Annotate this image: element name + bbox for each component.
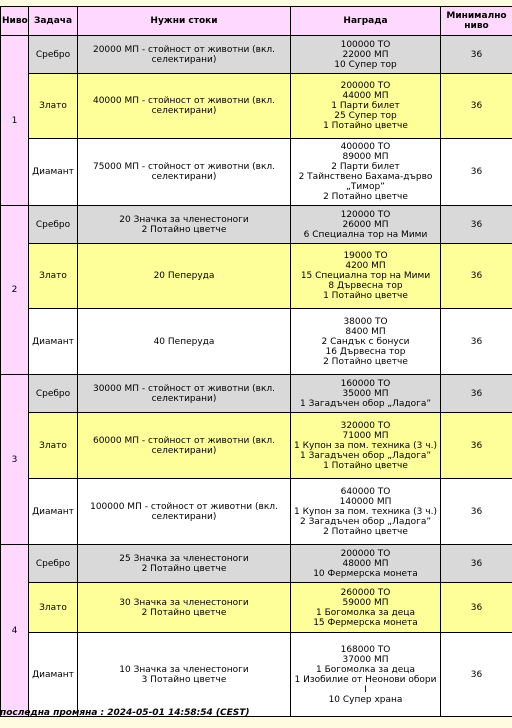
reward-line: 22000 МП — [342, 49, 389, 60]
table-row — [1, 36, 512, 74]
table-row — [1, 309, 512, 375]
reward-cell — [291, 74, 441, 139]
goods-line: 20000 МП - стойност от животни (вкл. селектирани) — [92, 44, 276, 65]
reward-cell — [291, 583, 441, 633]
goods-line: 40 Пеперуда — [153, 336, 215, 347]
goods-line: 2 Потайно цветче — [141, 607, 227, 618]
table-row — [1, 375, 512, 413]
goods-line: 75000 МП - стойност от животни (вкл. селектирани) — [92, 162, 276, 182]
goods-line: 20 Пеперуда — [153, 271, 215, 281]
reward-line: 168000 ТО — [340, 644, 391, 655]
reward-line: 640000 ТО — [340, 486, 391, 497]
goods-cell — [78, 545, 291, 583]
level-cell: 3 — [1, 375, 29, 545]
reward-line: 120000 ТО — [340, 209, 391, 220]
reward-line: 37000 МП — [342, 654, 389, 665]
reward-line: 6 Специална тор на Мими — [303, 229, 428, 240]
reward-line: 8400 МП — [345, 326, 386, 337]
reward-line: 2 Сандък с бонуси — [321, 336, 410, 347]
reward-line: 19000 ТО — [343, 251, 388, 261]
reward-line: 1 Потайно цветче — [323, 121, 408, 131]
goods-cell — [78, 309, 291, 375]
reward-line: 2 Парти билет — [331, 162, 400, 172]
task-cell: Диамант — [29, 479, 78, 545]
goods-line: 2 Потайно цветче — [141, 563, 227, 574]
goods-line: 60000 МП - стойност от животни (вкл. селектирани) — [92, 435, 276, 456]
reward-line: 4200 МП — [345, 261, 386, 271]
reward-cell — [291, 375, 441, 413]
reward-line: 59000 МП — [342, 597, 389, 608]
reward-line: 2 Потайно цветче — [323, 526, 408, 537]
table-row — [1, 479, 512, 545]
min-level-cell: 36 — [441, 583, 512, 633]
reward-cell — [291, 633, 441, 717]
table-row — [1, 583, 512, 633]
reward-cell — [291, 244, 441, 309]
goods-line: 40000 МП - стойност от животни (вкл. селектирани) — [92, 96, 276, 116]
goods-line: 10 Значка за членестоноги — [119, 664, 249, 675]
reward-line: 10 Супер храна — [328, 694, 403, 705]
min-level-cell: 36 — [441, 206, 512, 244]
reward-line: 1 Богомолка за деца — [316, 607, 415, 618]
reward-line: 2 Потайно цветче — [323, 356, 408, 367]
reward-line: 8 Дървесна тор — [328, 281, 403, 291]
reward-line: 1 Изобилие от Неонови обори I — [294, 674, 437, 695]
reward-line: 1 Парти билет — [331, 101, 400, 111]
reward-line: 160000 ТО — [340, 378, 391, 389]
header-min-level: Минимално ниво — [441, 7, 512, 36]
table-row — [1, 413, 512, 479]
reward-line: 25 Супер тор — [334, 111, 397, 121]
reward-line: 71000 МП — [342, 430, 389, 441]
reward-line: 1 Купон за пом. техника (3 ч.) — [294, 506, 437, 517]
min-level-cell: 36 — [441, 479, 512, 545]
reward-line: 2 Тайнствено Бахама-дърво „Тимор” — [298, 172, 433, 192]
reward-line: 26000 МП — [342, 219, 389, 230]
level-cell: 4 — [1, 545, 29, 717]
goods-cell — [78, 583, 291, 633]
min-level-cell: 36 — [441, 375, 512, 413]
reward-line: 48000 МП — [342, 558, 389, 569]
goods-line: 30000 МП - стойност от животни (вкл. селектирани) — [92, 383, 276, 404]
header-reward: Награда — [291, 7, 441, 36]
goods-cell — [78, 36, 291, 74]
reward-line: 2 Загадъчен обор „Ладога” — [299, 516, 431, 527]
header-goods: Нужни стоки — [78, 7, 291, 36]
reward-line: 1 Потайно цветче — [323, 291, 408, 301]
goods-line: 30 Значка за членестоноги — [119, 597, 249, 608]
table-row — [1, 139, 512, 206]
goods-cell — [78, 479, 291, 545]
min-level-cell: 36 — [441, 36, 512, 74]
reward-line: 44000 МП — [342, 91, 389, 101]
goods-cell — [78, 633, 291, 717]
reward-line: 200000 ТО — [340, 548, 391, 559]
reward-cell — [291, 36, 441, 74]
reward-line: 38000 ТО — [343, 316, 388, 327]
last-modified: последна промяна : 2024-05-01 14:58:54 (CEST) — [0, 708, 250, 718]
task-cell: Злато — [29, 244, 78, 309]
min-level-cell: 36 — [441, 633, 512, 717]
goods-cell — [78, 74, 291, 139]
table-row — [1, 74, 512, 139]
goods-cell — [78, 206, 291, 244]
task-cell: Злато — [29, 74, 78, 139]
goods-cell — [78, 139, 291, 206]
table-row — [1, 633, 512, 717]
goods-cell — [78, 413, 291, 479]
reward-line: 10 Супер тор — [334, 59, 397, 70]
task-cell: Сребро — [29, 375, 78, 413]
reward-line: 400000 ТО — [340, 142, 391, 152]
goods-cell — [78, 244, 291, 309]
level-cell: 1 — [1, 36, 29, 206]
task-cell: Сребро — [29, 36, 78, 74]
task-cell: Злато — [29, 583, 78, 633]
reward-cell — [291, 479, 441, 545]
reward-line: 1 Богомолка за деца — [316, 664, 415, 675]
goods-line: 2 Потайно цветче — [141, 224, 227, 235]
reward-cell — [291, 545, 441, 583]
task-cell: Сребро — [29, 545, 78, 583]
reward-line: 260000 ТО — [340, 587, 391, 598]
reward-line: 2 Потайно цветче — [323, 192, 408, 202]
reward-line: 15 Фермерска монета — [313, 617, 418, 628]
table-row — [1, 244, 512, 309]
reward-line: 1 Загадъчен обор „Ладога” — [299, 398, 431, 409]
min-level-cell: 36 — [441, 244, 512, 309]
min-level-cell: 36 — [441, 74, 512, 139]
min-level-cell: 36 — [441, 309, 512, 375]
header-row — [1, 7, 512, 36]
reward-cell — [291, 206, 441, 244]
tasks-table — [0, 6, 512, 717]
header-task: Задача — [29, 7, 78, 36]
reward-line: 1 Купон за пом. техника (3 ч.) — [294, 440, 437, 451]
reward-line: 320000 ТО — [340, 420, 391, 431]
task-cell: Сребро — [29, 206, 78, 244]
goods-line: 20 Значка за членестоноги — [119, 214, 249, 225]
min-level-cell: 36 — [441, 545, 512, 583]
reward-line: 89000 МП — [342, 152, 389, 162]
reward-line: 200000 ТО — [340, 81, 391, 91]
goods-line: 100000 МП - стойност от животни (вкл. селектирани) — [90, 501, 278, 522]
goods-line: 25 Значка за членестоноги — [119, 553, 249, 564]
reward-line: 15 Специална тор на Мими — [300, 271, 431, 281]
min-level-cell: 36 — [441, 139, 512, 206]
table-row — [1, 206, 512, 244]
reward-line: 16 Дървесна тор — [325, 346, 406, 357]
reward-line: 10 Фермерска монета — [313, 568, 418, 579]
level-cell: 2 — [1, 206, 29, 375]
min-level-cell: 36 — [441, 413, 512, 479]
reward-line: 1 Загадъчен обор „Ладога” — [299, 450, 431, 461]
task-cell: Злато — [29, 413, 78, 479]
reward-line: 140000 МП — [339, 496, 392, 507]
task-cell: Диамант — [29, 139, 78, 206]
task-cell: Диамант — [29, 309, 78, 375]
reward-line: 100000 ТО — [340, 39, 391, 50]
reward-line: 35000 МП — [342, 388, 389, 399]
header-level: Ниво — [1, 7, 29, 36]
reward-cell — [291, 309, 441, 375]
goods-cell — [78, 375, 291, 413]
reward-cell — [291, 139, 441, 206]
table-row — [1, 545, 512, 583]
reward-cell — [291, 413, 441, 479]
task-cell: Диамант — [29, 633, 78, 717]
reward-line: 1 Потайно цветче — [323, 460, 408, 471]
goods-line: 3 Потайно цветче — [141, 674, 227, 685]
